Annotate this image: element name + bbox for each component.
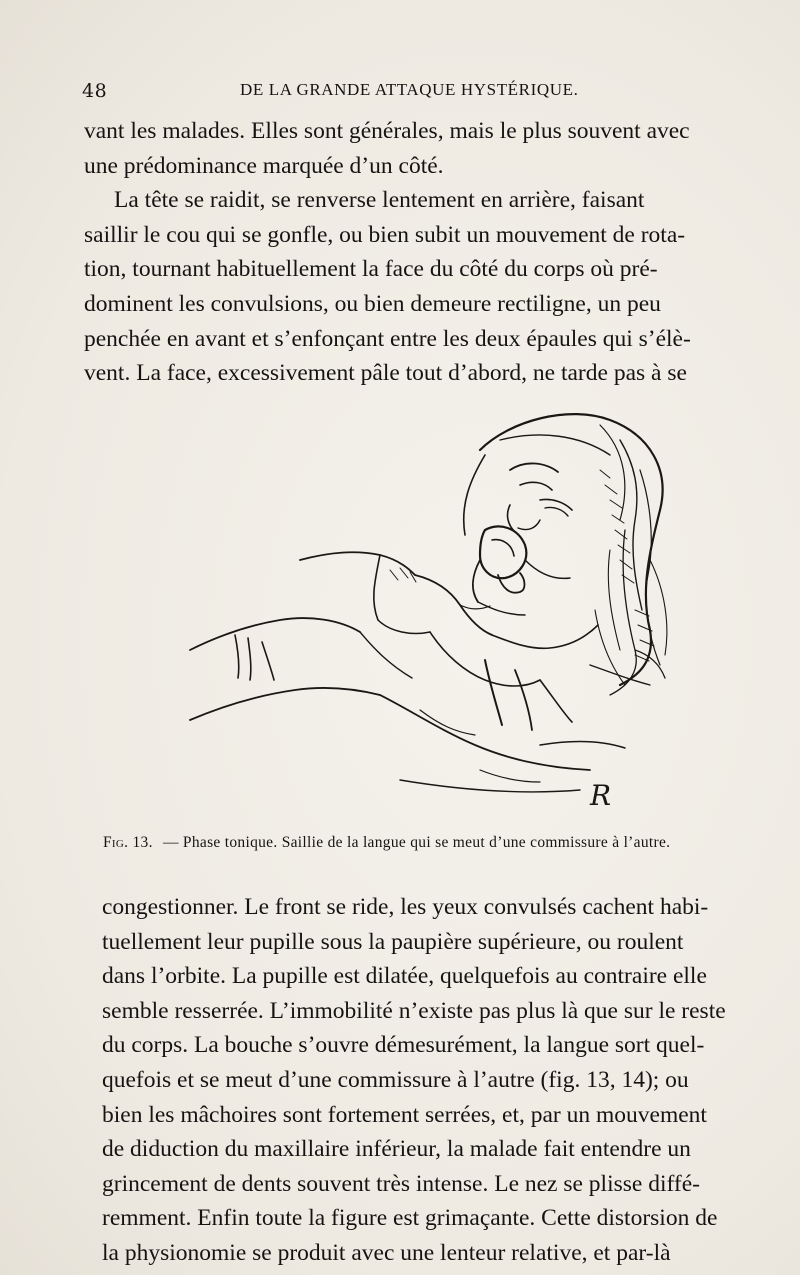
text-line: saillir le cou qui se gonfle, ou bien subit un mouvement de rota- (84, 221, 686, 248)
text-line: vent. La face, excessivement pâle tout d’abord, ne tarde pas à se (84, 360, 687, 387)
text-line: penchée en avant et s’enfonçant entre les deux épaules qui s’élè- (84, 325, 691, 352)
top-text-block (84, 114, 754, 391)
artist-signature: R (590, 779, 612, 812)
text-line: congestionner. Le front se ride, les yeux convulsés cachent habi- (102, 894, 709, 920)
text-line: tuellement leur pupille sous la paupière supérieure, ou roulent (102, 928, 684, 955)
text-line: de diduction du maxillaire inférieur, la malade fait entendre un (102, 1136, 691, 1163)
text-line: une prédominance marquée d’un côté. (84, 152, 444, 179)
text-line: grincement de dents souvent très intense. Le nez se plisse diffé- (102, 1170, 700, 1197)
bottom-text-block (102, 890, 766, 1271)
text-line: bien les mâchoires sont fortement serrées, et, par un mouvement (102, 1101, 707, 1128)
text-line: quefois et se meut d’une commissure à l’autre (fig. 13, 14); ou (102, 1066, 689, 1093)
text-line: vant les malades. Elles sont générales, mais le plus souvent avec (84, 118, 690, 144)
figure-caption (103, 834, 763, 852)
text-line: la physionomie se produit avec une lenteur relative, et par-là (102, 1239, 671, 1266)
figure-label: Fig. 13. (103, 834, 153, 851)
page-header (82, 76, 762, 102)
paragraph-continuation (84, 114, 754, 183)
text-line: La tête se raidit, se renverse lentement en arrière, faisant (114, 187, 645, 214)
text-line: tion, tournant habituellement la face du côté du corps où pré- (84, 256, 658, 283)
figure-illustration (180, 410, 710, 825)
sketch-drawing (180, 410, 710, 825)
caption-text: — Phase tonique. Saillie de la langue qui se meut d’une commissure à l’autre. (162, 834, 671, 851)
text-line: remment. Enfin toute la figure est grimaçante. Cette distorsion de (102, 1205, 718, 1232)
text-line: dans l’orbite. La pupille est dilatée, quelquefois au contraire elle (102, 963, 707, 990)
text-line: semble resserrée. L’immobilité n’existe pas plus là que sur le reste (102, 997, 726, 1024)
page-number: 48 (82, 80, 108, 102)
paragraph-head (84, 183, 754, 391)
paragraph-continuation (102, 890, 766, 1271)
text-line: du corps. La bouche s’ouvre démesurément, la langue sort quel- (102, 1032, 705, 1059)
running-title: DE LA GRANDE ATTAQUE HYSTÉRIQUE. (240, 80, 579, 99)
text-line: dominent les convulsions, ou bien demeure rectiligne, un peu (84, 290, 661, 317)
